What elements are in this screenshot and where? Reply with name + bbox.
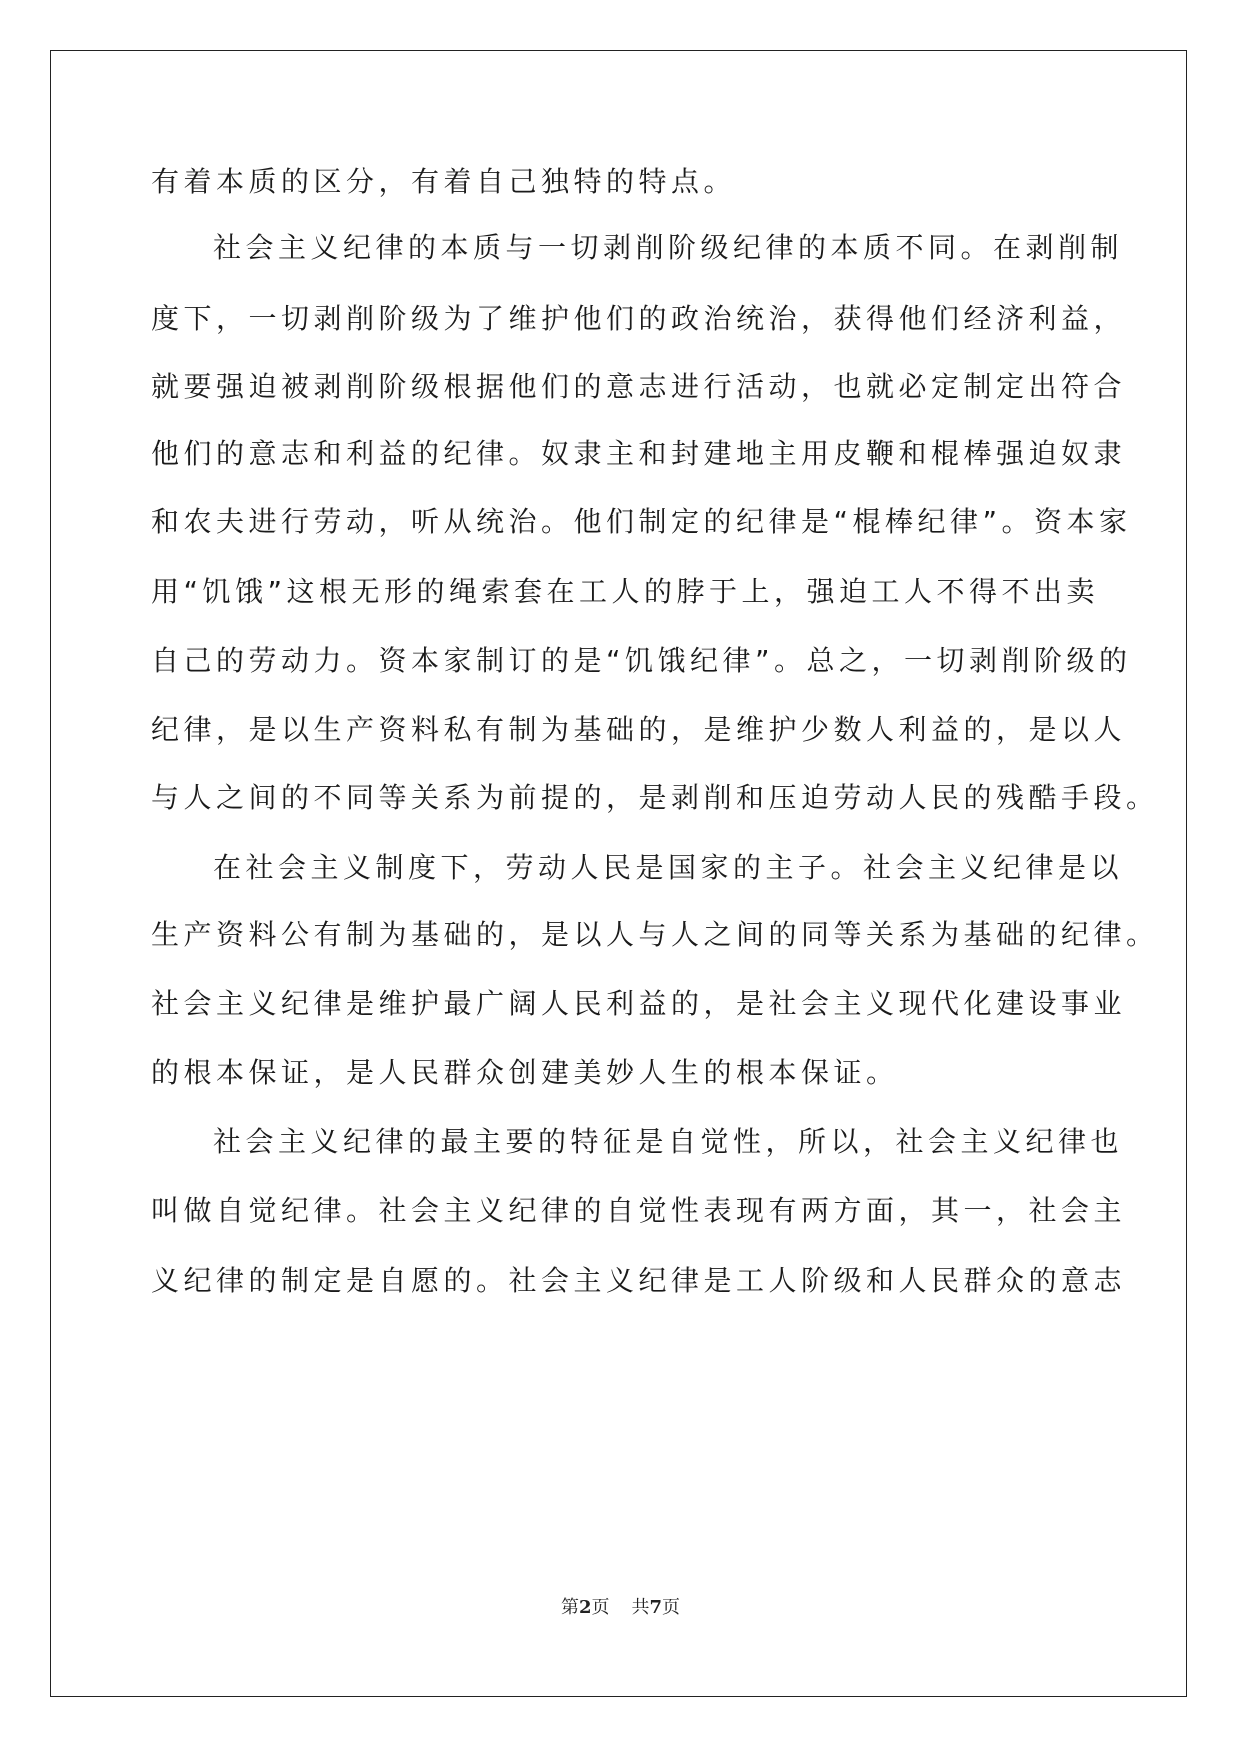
text-line: 叫做自觉纪律。社会主义纪律的自觉性表现有两方面，其一，社会主 — [151, 1194, 1127, 1227]
text-line: 度下，一切剥削阶级为了维护他们的政治统治，获得他们经济利益， — [151, 302, 1127, 335]
total-unit: 页 — [662, 1597, 681, 1618]
text-line: 社会主义纪律是维护最广阔人民利益的，是社会主义现代化建设事业 — [151, 987, 1127, 1020]
text-line: 和农夫进行劳动，听从统治。他们制定的纪律是“棍棒纪律”。资本家 — [151, 505, 1132, 538]
page-unit: 页 — [591, 1597, 610, 1618]
text-line: 有着本质的区分，有着自己独特的特点。 — [151, 165, 737, 198]
current-page-number: 2 — [578, 1597, 592, 1618]
total-page-number: 7 — [649, 1597, 663, 1618]
text-line: 纪律，是以生产资料私有制为基础的，是维护少数人利益的，是以人 — [151, 713, 1127, 746]
paragraph-start-line: 社会主义纪律的最主要的特征是自觉性，所以，社会主义纪律也 — [213, 1125, 1124, 1158]
text-line: 用“饥饿”这根无形的绳索套在工人的脖于上，强迫工人不得不出卖 — [151, 575, 1100, 608]
text-line: 就要强迫被剥削阶级根据他们的意志进行活动，也就必定制定出符合 — [151, 370, 1127, 403]
text-line: 生产资料公有制为基础的，是以人与人之间的同等关系为基础的纪律。 — [151, 918, 1159, 951]
page-number-footer — [0, 1593, 1241, 1619]
text-line: 自己的劳动力。资本家制订的是“饥饿纪律”。总之，一切剥削阶级的 — [151, 644, 1132, 677]
paragraph-start-line: 社会主义纪律的本质与一切剥削阶级纪律的本质不同。在剥削制 — [213, 231, 1124, 264]
page-prefix: 第 — [560, 1597, 579, 1618]
text-line: 他们的意志和利益的纪律。奴隶主和封建地主用皮鞭和棍棒强迫奴隶 — [151, 437, 1127, 470]
paragraph-start-line: 在社会主义制度下，劳动人民是国家的主子。社会主义纪律是以 — [213, 851, 1124, 884]
total-prefix: 共 — [631, 1597, 650, 1618]
text-line: 与人之间的不同等关系为前提的，是剥削和压迫劳动人民的残酷手段。 — [151, 781, 1159, 814]
text-line: 的根本保证，是人民群众创建美妙人生的根本保证。 — [151, 1056, 899, 1089]
text-line: 义纪律的制定是自愿的。社会主义纪律是工人阶级和人民群众的意志 — [151, 1264, 1127, 1297]
